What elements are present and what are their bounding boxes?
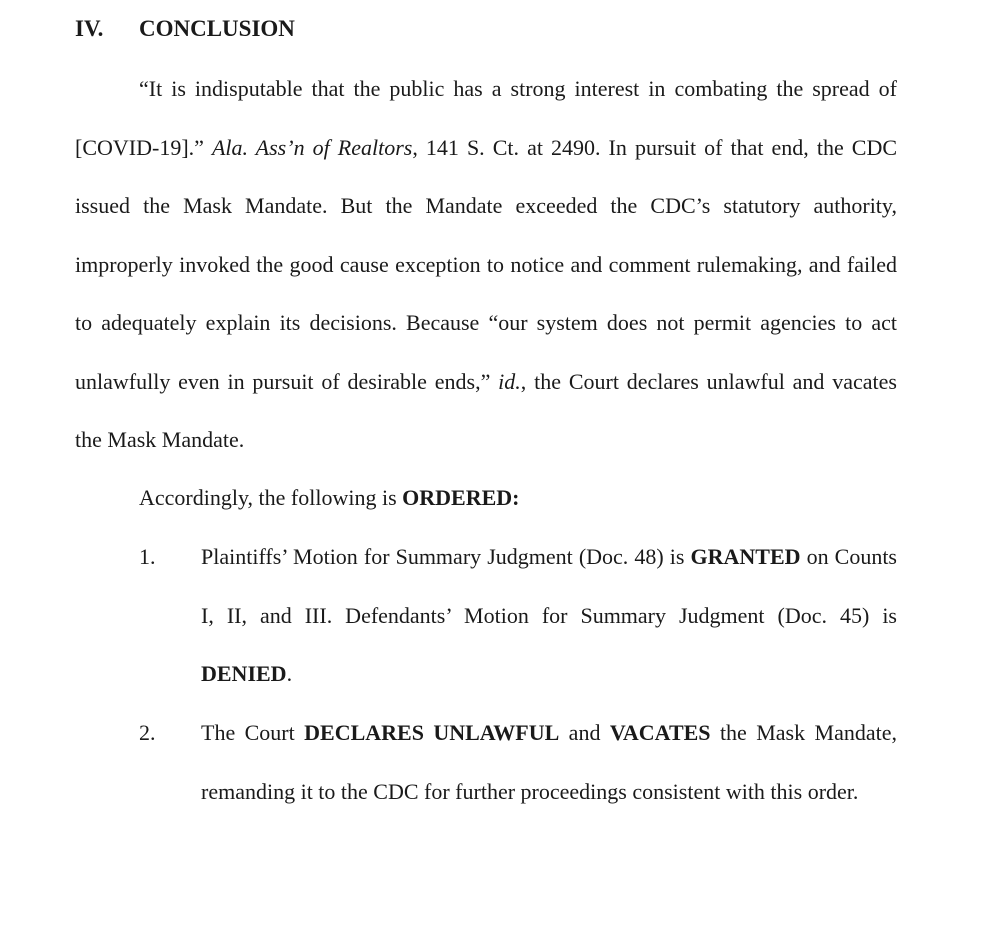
ordered-emphasis: ORDERED: bbox=[402, 485, 520, 510]
conclusion-paragraph bbox=[75, 60, 897, 470]
ordered-intro-text: Accordingly, the following is bbox=[139, 485, 403, 510]
order-text-part: The Court bbox=[201, 720, 305, 745]
section-title: CONCLUSION bbox=[139, 16, 295, 41]
order-text-part: . bbox=[286, 661, 293, 686]
case-citation: Ala. Ass’n of Realtors bbox=[211, 134, 413, 160]
order-emphasis: VACATES bbox=[609, 720, 711, 745]
section-number: IV. bbox=[75, 16, 104, 41]
order-text-part: and bbox=[559, 720, 610, 745]
order-number: 2. bbox=[139, 720, 156, 745]
id-citation: id. bbox=[498, 368, 521, 394]
quote-text: “It is indisputable that the public has a strong interest in combating the spread of [COVID-19].” bbox=[75, 76, 897, 160]
ordered-intro bbox=[139, 469, 519, 528]
order-text-part: on Counts I, II, and III. Defendants’ Motion for Summary Judgment (Doc. 45) is bbox=[201, 544, 897, 628]
order-text-part: the Mask Mandate, remanding it to the CDC for further proceedings consistent with this order. bbox=[201, 720, 897, 804]
paragraph-closing: , the Court declares unlawful and vacates the Mask Mandate. bbox=[75, 368, 897, 452]
order-text bbox=[201, 704, 897, 821]
order-text bbox=[201, 528, 897, 704]
order-emphasis: GRANTED bbox=[690, 544, 801, 569]
paragraph-body: , 141 S. Ct. at 2490. In pursuit of that end, the CDC issued the Mask Mandate. But the Mandate exceeded the CDC’s statutory authority, improperly invoked the good cause exception to notice and comment rulemaking, and failed to adequately explain its decisions. Because “our system does not permit agencies to act unlawfully even in pursuit of desirable ends,” bbox=[75, 134, 898, 394]
order-emphasis: DECLARES UNLAWFUL bbox=[304, 720, 560, 745]
order-item bbox=[139, 528, 897, 704]
order-number: 1. bbox=[139, 544, 156, 569]
order-item bbox=[139, 704, 897, 821]
section-heading bbox=[75, 14, 295, 44]
order-text-part: Plaintiffs’ Motion for Summary Judgment (Doc. 48) is bbox=[201, 544, 691, 569]
order-emphasis: DENIED bbox=[201, 661, 287, 686]
